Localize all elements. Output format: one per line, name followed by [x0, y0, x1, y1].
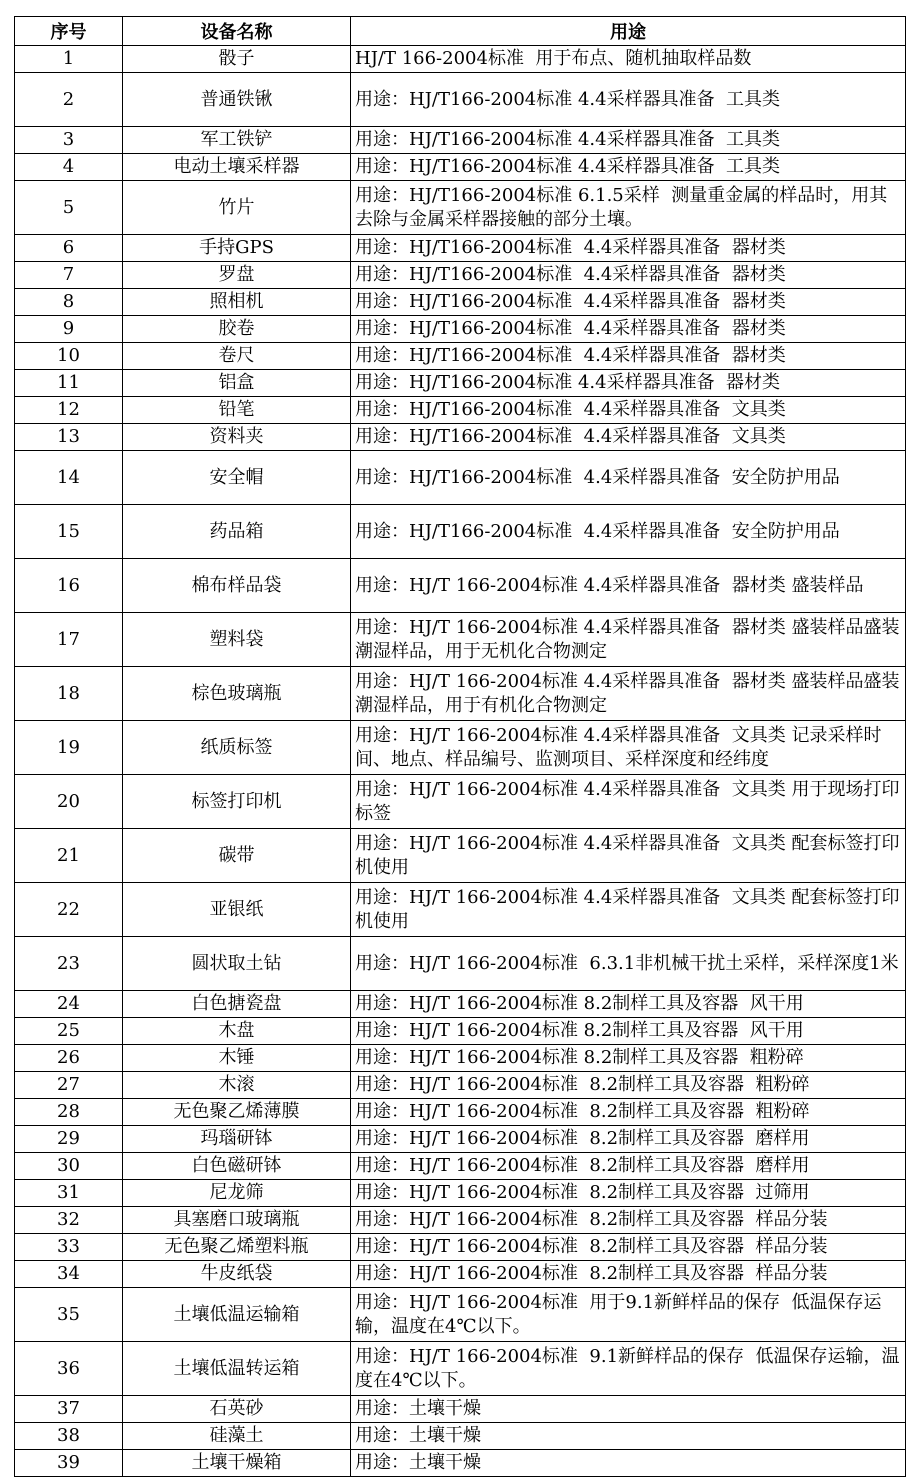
- row-number: 6: [15, 235, 123, 262]
- table-row: [15, 289, 906, 316]
- equipment-name: 药品箱: [123, 505, 351, 559]
- row-number: 37: [15, 1396, 123, 1423]
- table-row: [15, 775, 906, 829]
- equipment-use: 用途：HJ/T 166-2004标准 9.1新鲜样品的保存 低温保存运输，温度在4℃以下。: [351, 1342, 906, 1396]
- row-number: 19: [15, 721, 123, 775]
- equipment-use: 用途：HJ/T 166-2004标准 4.4采样器具准备 文具类 用于现场打印标签: [351, 775, 906, 829]
- equipment-use: 用途：HJ/T 166-2004标准 8.2制样工具及容器 磨样用: [351, 1126, 906, 1153]
- row-number: 22: [15, 883, 123, 937]
- equipment-name: 军工铁铲: [123, 127, 351, 154]
- equipment-name: 手持GPS: [123, 235, 351, 262]
- row-number: 12: [15, 397, 123, 424]
- table-row: [15, 1396, 906, 1423]
- equipment-use: 用途：HJ/T 166-2004标准 6.3.1非机械干扰土采样，采样深度1米: [351, 937, 906, 991]
- equipment-name: 铅笔: [123, 397, 351, 424]
- equipment-use: 用途：HJ/T 166-2004标准 8.2制样工具及容器 过筛用: [351, 1180, 906, 1207]
- equipment-use: 用途：HJ/T 166-2004标准 8.2制样工具及容器 磨样用: [351, 1153, 906, 1180]
- equipment-use: 用途：HJ/T 166-2004标准 8.2制样工具及容器 样品分装: [351, 1207, 906, 1234]
- equipment-use: 用途：HJ/T166-2004标准 4.4采样器具准备 器材类: [351, 316, 906, 343]
- row-number: 32: [15, 1207, 123, 1234]
- table-row: [15, 1207, 906, 1234]
- equipment-use: 用途：土壤干燥: [351, 1423, 906, 1450]
- header-row: [15, 17, 906, 46]
- row-number: 35: [15, 1288, 123, 1342]
- equipment-name: 石英砂: [123, 1396, 351, 1423]
- equipment-name: 罗盘: [123, 262, 351, 289]
- equipment-name: 硅藻土: [123, 1423, 351, 1450]
- table-row: [15, 370, 906, 397]
- equipment-name: 普通铁锹: [123, 73, 351, 127]
- equipment-use: 用途：HJ/T166-2004标准 4.4采样器具准备 文具类: [351, 424, 906, 451]
- equipment-name: 竹片: [123, 181, 351, 235]
- table-row: [15, 505, 906, 559]
- row-number: 23: [15, 937, 123, 991]
- row-number: 10: [15, 343, 123, 370]
- equipment-name: 具塞磨口玻璃瓶: [123, 1207, 351, 1234]
- row-number: 3: [15, 127, 123, 154]
- equipment-use: 用途：HJ/T 166-2004标准 4.4采样器具准备 文具类 记录采样时间、地点、样品编号、监测项目、采样深度和经纬度: [351, 721, 906, 775]
- equipment-use: 用途：HJ/T166-2004标准 4.4采样器具准备 工具类: [351, 127, 906, 154]
- equipment-use: 用途：HJ/T166-2004标准 4.4采样器具准备 工具类: [351, 73, 906, 127]
- table-row: [15, 451, 906, 505]
- equipment-name: 无色聚乙烯薄膜: [123, 1099, 351, 1126]
- equipment-name: 亚银纸: [123, 883, 351, 937]
- equipment-name: 铝盒: [123, 370, 351, 397]
- table-row: [15, 235, 906, 262]
- table-row: [15, 1342, 906, 1396]
- equipment-name: 棉布样品袋: [123, 559, 351, 613]
- table-row: [15, 154, 906, 181]
- equipment-name: 木滚: [123, 1072, 351, 1099]
- equipment-use: 用途：HJ/T 166-2004标准 8.2制样工具及容器 粗粉碎: [351, 1045, 906, 1072]
- equipment-use: 用途：HJ/T 166-2004标准 8.2制样工具及容器 样品分装: [351, 1234, 906, 1261]
- equipment-use: 用途：HJ/T166-2004标准 4.4采样器具准备 器材类: [351, 343, 906, 370]
- equipment-use: 用途：HJ/T 166-2004标准 8.2制样工具及容器 粗粉碎: [351, 1072, 906, 1099]
- equipment-name: 牛皮纸袋: [123, 1261, 351, 1288]
- equipment-use: 用途：HJ/T 166-2004标准 4.4采样器具准备 文具类 配套标签打印机使用: [351, 829, 906, 883]
- row-number: 14: [15, 451, 123, 505]
- row-number: 9: [15, 316, 123, 343]
- row-number: 20: [15, 775, 123, 829]
- row-number: 26: [15, 1045, 123, 1072]
- equipment-use: 用途：HJ/T166-2004标准 4.4采样器具准备 器材类: [351, 370, 906, 397]
- equipment-use: 用途：HJ/T 166-2004标准 8.2制样工具及容器 风干用: [351, 991, 906, 1018]
- equipment-use: HJ/T 166-2004标准 用于布点、随机抽取样品数: [351, 46, 906, 73]
- equipment-name: 纸质标签: [123, 721, 351, 775]
- row-number: 2: [15, 73, 123, 127]
- table-row: [15, 424, 906, 451]
- row-number: 29: [15, 1126, 123, 1153]
- row-number: 27: [15, 1072, 123, 1099]
- table-row: [15, 1126, 906, 1153]
- table-row: [15, 1423, 906, 1450]
- table-row: [15, 343, 906, 370]
- table-row: [15, 991, 906, 1018]
- header-use: 用途: [351, 17, 906, 46]
- row-number: 39: [15, 1450, 123, 1477]
- equipment-name: 棕色玻璃瓶: [123, 667, 351, 721]
- table-row: [15, 181, 906, 235]
- table-row: [15, 613, 906, 667]
- equipment-name: 白色磁研钵: [123, 1153, 351, 1180]
- equipment-use: 用途：HJ/T 166-2004标准 用于9.1新鲜样品的保存 低温保存运输，温度在4℃以下。: [351, 1288, 906, 1342]
- equipment-name: 玛瑙研钵: [123, 1126, 351, 1153]
- table-row: [15, 1018, 906, 1045]
- row-number: 33: [15, 1234, 123, 1261]
- equipment-use: 用途：HJ/T 166-2004标准 4.4采样器具准备 器材类 盛装样品: [351, 559, 906, 613]
- equipment-name: 土壤干燥箱: [123, 1450, 351, 1477]
- equipment-name: 卷尺: [123, 343, 351, 370]
- equipment-name: 白色搪瓷盘: [123, 991, 351, 1018]
- equipment-name: 土壤低温转运箱: [123, 1342, 351, 1396]
- equipment-use: 用途：HJ/T 166-2004标准 8.2制样工具及容器 粗粉碎: [351, 1099, 906, 1126]
- equipment-name: 圆状取土钻: [123, 937, 351, 991]
- table-body: [15, 46, 906, 1477]
- table-row: [15, 73, 906, 127]
- equipment-name: 安全帽: [123, 451, 351, 505]
- row-number: 16: [15, 559, 123, 613]
- equipment-use: 用途：HJ/T166-2004标准 4.4采样器具准备 器材类: [351, 235, 906, 262]
- table-row: [15, 1261, 906, 1288]
- table-row: [15, 1288, 906, 1342]
- table-row: [15, 262, 906, 289]
- row-number: 13: [15, 424, 123, 451]
- equipment-name: 碳带: [123, 829, 351, 883]
- table-row: [15, 883, 906, 937]
- equipment-name: 胶卷: [123, 316, 351, 343]
- row-number: 15: [15, 505, 123, 559]
- row-number: 24: [15, 991, 123, 1018]
- equipment-table: [14, 16, 906, 1477]
- table-row: [15, 127, 906, 154]
- table-row: [15, 937, 906, 991]
- equipment-use: 用途：HJ/T166-2004标准 4.4采样器具准备 器材类: [351, 262, 906, 289]
- equipment-use: 用途：HJ/T 166-2004标准 8.2制样工具及容器 样品分装: [351, 1261, 906, 1288]
- equipment-name: 无色聚乙烯塑料瓶: [123, 1234, 351, 1261]
- equipment-use: 用途：HJ/T166-2004标准 4.4采样器具准备 器材类: [351, 289, 906, 316]
- equipment-use: 用途：HJ/T 166-2004标准 8.2制样工具及容器 风干用: [351, 1018, 906, 1045]
- row-number: 11: [15, 370, 123, 397]
- row-number: 38: [15, 1423, 123, 1450]
- equipment-use: 用途：HJ/T166-2004标准 4.4采样器具准备 安全防护用品: [351, 451, 906, 505]
- equipment-name: 塑料袋: [123, 613, 351, 667]
- table-row: [15, 559, 906, 613]
- equipment-name: 资料夹: [123, 424, 351, 451]
- equipment-use: 用途：土壤干燥: [351, 1396, 906, 1423]
- table-row: [15, 1072, 906, 1099]
- equipment-use: 用途：HJ/T 166-2004标准 4.4采样器具准备 文具类 配套标签打印机使用: [351, 883, 906, 937]
- table-row: [15, 829, 906, 883]
- equipment-name: 土壤低温运输箱: [123, 1288, 351, 1342]
- table-row: [15, 667, 906, 721]
- equipment-name: 电动土壤采样器: [123, 154, 351, 181]
- equipment-name: 骰子: [123, 46, 351, 73]
- row-number: 21: [15, 829, 123, 883]
- row-number: 30: [15, 1153, 123, 1180]
- table-row: [15, 1234, 906, 1261]
- equipment-use: 用途：HJ/T166-2004标准 6.1.5采样 测量重金属的样品时，用其去除与金属采样器接触的部分土壤。: [351, 181, 906, 235]
- equipment-name: 木盘: [123, 1018, 351, 1045]
- equipment-use: 用途：土壤干燥: [351, 1450, 906, 1477]
- equipment-name: 木锤: [123, 1045, 351, 1072]
- equipment-name: 标签打印机: [123, 775, 351, 829]
- header-name: 设备名称: [123, 17, 351, 46]
- row-number: 5: [15, 181, 123, 235]
- header-no: 序号: [15, 17, 123, 46]
- table-row: [15, 397, 906, 424]
- row-number: 31: [15, 1180, 123, 1207]
- table-row: [15, 1450, 906, 1477]
- row-number: 36: [15, 1342, 123, 1396]
- equipment-use: 用途：HJ/T 166-2004标准 4.4采样器具准备 器材类 盛装样品盛装潮湿样品，用于无机化合物测定: [351, 613, 906, 667]
- table-row: [15, 316, 906, 343]
- table-row: [15, 1180, 906, 1207]
- equipment-use: 用途：HJ/T166-2004标准 4.4采样器具准备 安全防护用品: [351, 505, 906, 559]
- equipment-use: 用途：HJ/T166-2004标准 4.4采样器具准备 文具类: [351, 397, 906, 424]
- table-row: [15, 46, 906, 73]
- table-row: [15, 1153, 906, 1180]
- equipment-use: 用途：HJ/T166-2004标准 4.4采样器具准备 工具类: [351, 154, 906, 181]
- table-row: [15, 721, 906, 775]
- row-number: 8: [15, 289, 123, 316]
- row-number: 17: [15, 613, 123, 667]
- row-number: 34: [15, 1261, 123, 1288]
- row-number: 28: [15, 1099, 123, 1126]
- row-number: 7: [15, 262, 123, 289]
- row-number: 18: [15, 667, 123, 721]
- equipment-name: 照相机: [123, 289, 351, 316]
- equipment-name: 尼龙筛: [123, 1180, 351, 1207]
- row-number: 1: [15, 46, 123, 73]
- row-number: 4: [15, 154, 123, 181]
- row-number: 25: [15, 1018, 123, 1045]
- equipment-use: 用途：HJ/T 166-2004标准 4.4采样器具准备 器材类 盛装样品盛装潮湿样品，用于有机化合物测定: [351, 667, 906, 721]
- table-row: [15, 1099, 906, 1126]
- table-row: [15, 1045, 906, 1072]
